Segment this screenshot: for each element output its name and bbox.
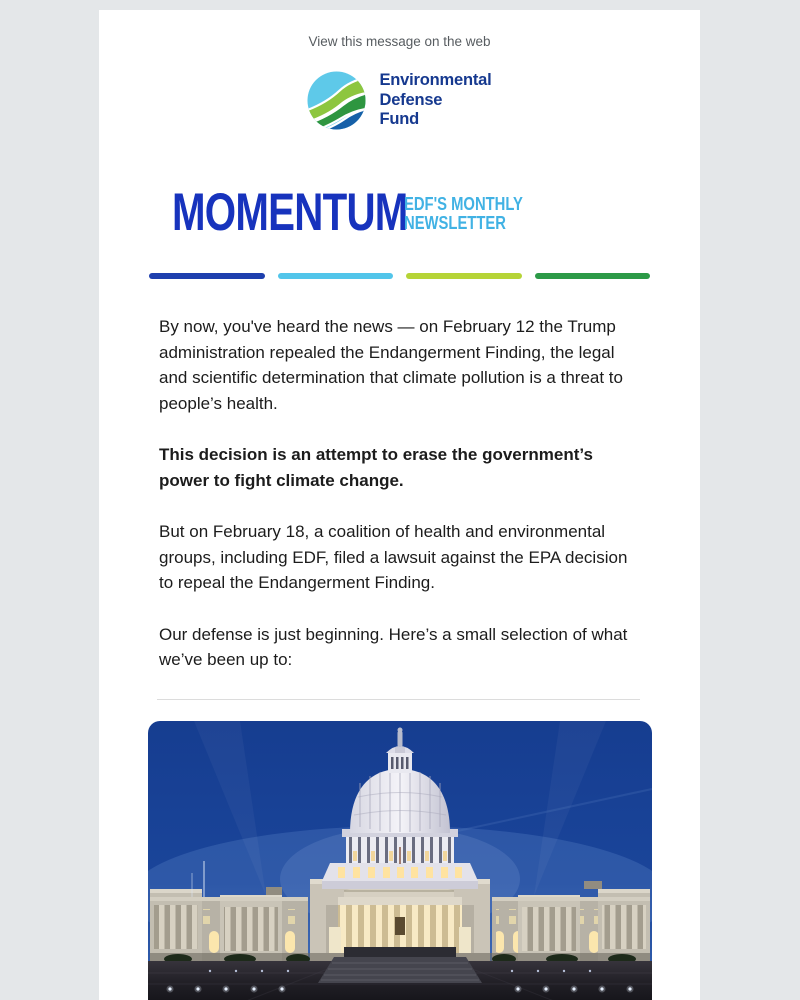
paragraph: By now, you've heard the news — on February 12 the Trump administration repealed the Endangerment Finding, the legal and scientific determination that climate pollution is a threat to people’s health. <box>159 317 623 413</box>
preheader <box>99 10 700 51</box>
edf-logo-wordmark <box>379 71 491 130</box>
edf-logo-mark-icon <box>307 71 366 130</box>
email-card <box>99 10 700 1000</box>
capitol-illustration <box>148 721 652 1000</box>
masthead-tagline-line: EDF'S MONTHLY <box>404 193 523 214</box>
masthead-tagline <box>404 195 536 233</box>
divider <box>157 699 640 700</box>
paragraph: Our defense is just beginning. Here’s a small selection of what we’ve been up to: <box>159 624 628 669</box>
masthead-bar <box>535 273 651 279</box>
masthead-bar <box>406 273 522 279</box>
masthead-tagline-line: NEWSLETTER <box>404 211 506 233</box>
masthead <box>172 183 700 242</box>
paragraph: But on February 18, a coalition of health and environmental groups, including EDF, filed a lawsuit against the EPA decision to repeal the Endangerment Finding. <box>159 522 628 592</box>
logo-word-line: Fund <box>379 110 419 129</box>
edf-logo[interactable] <box>99 71 700 130</box>
masthead-title-text: MOMENTUM <box>172 183 408 242</box>
masthead-bar <box>278 273 394 279</box>
page-background <box>0 10 800 1000</box>
view-on-web-link[interactable]: View this message on the web <box>308 34 491 49</box>
article-body <box>99 314 700 673</box>
masthead-title <box>172 183 408 242</box>
masthead-bars <box>149 273 650 279</box>
paragraph-bold: This decision is an attempt to erase the government’s power to fight climate change. <box>159 445 593 490</box>
capitol-photo[interactable] <box>148 721 652 1000</box>
logo-word-line: Defense <box>379 90 443 109</box>
masthead-bar <box>149 273 265 279</box>
logo-word-line: Environmental <box>379 71 492 90</box>
